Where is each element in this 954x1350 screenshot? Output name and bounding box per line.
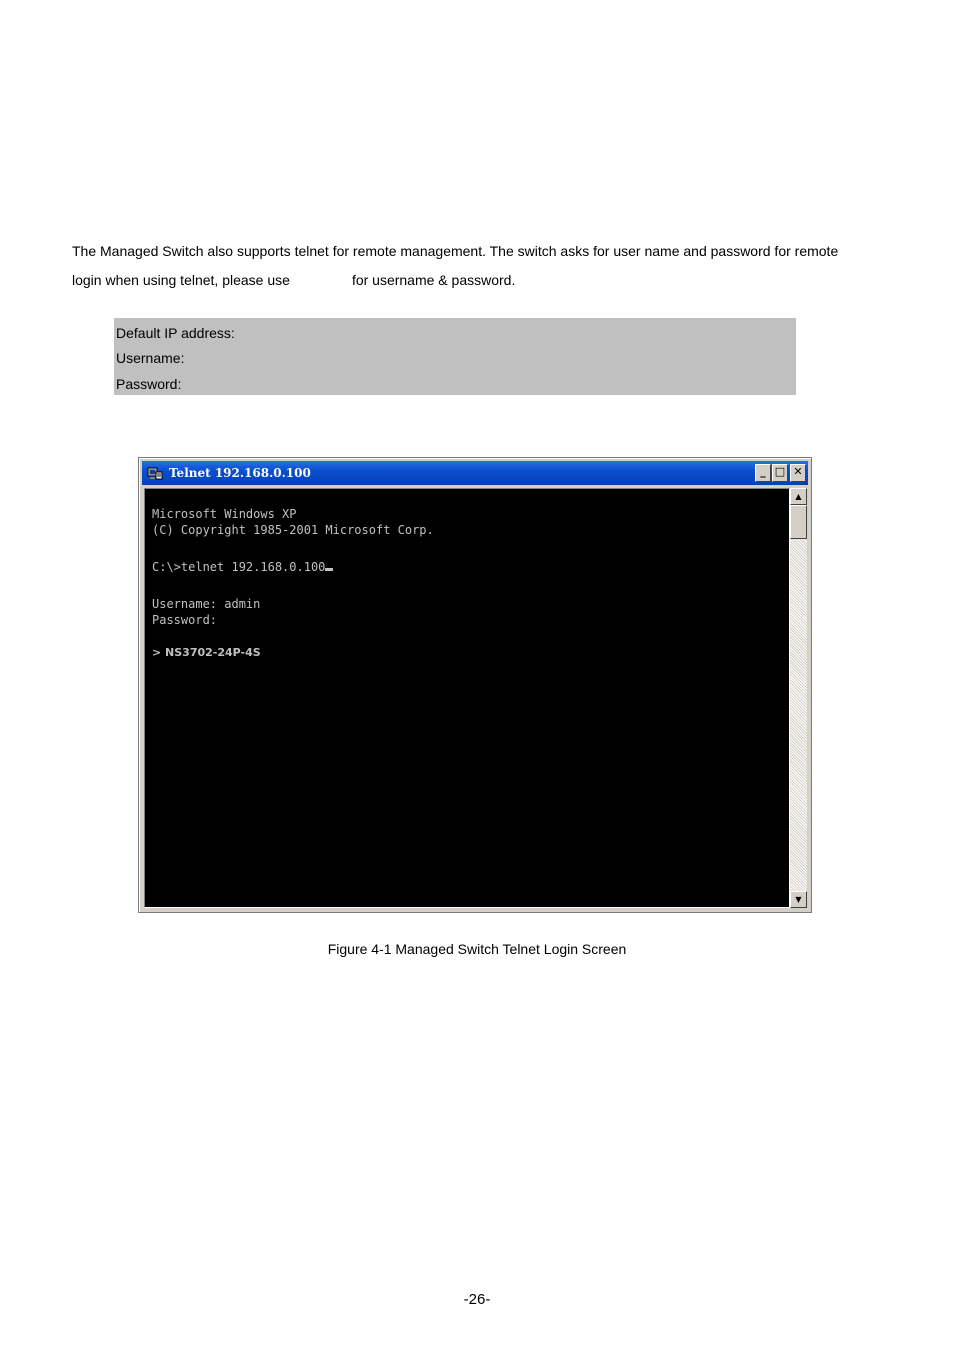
console-line-username: Username: admin	[152, 597, 261, 611]
default-password-label: Password:	[116, 376, 182, 392]
telnet-titlebar[interactable]	[142, 461, 808, 485]
default-username-label: Username:	[116, 350, 185, 366]
close-button[interactable]: ✕	[790, 464, 806, 482]
maximize-button[interactable]: □	[772, 464, 788, 482]
intro-line-1: The Managed Switch also supports telnet for remote management. The switch asks for user name and password for remote	[72, 243, 839, 259]
figure-caption: Figure 4-1 Managed Switch Telnet Login Screen	[327, 941, 627, 957]
console-line-os: Microsoft Windows XP	[152, 507, 297, 521]
intro-line-2-before: login when using telnet, please use	[72, 272, 290, 288]
console-line-command	[152, 559, 333, 575]
vertical-scrollbar[interactable]	[790, 488, 807, 908]
minimize-button[interactable]: _	[755, 464, 771, 482]
console-line-prompt: > NS3702-24P-4S	[152, 646, 261, 659]
console-line-password: Password:	[152, 613, 218, 627]
console-command-text: C:\>telnet 192.168.0.100	[152, 560, 326, 574]
scroll-up-button[interactable]: ▲	[790, 488, 807, 505]
scroll-down-button[interactable]: ▼	[790, 891, 807, 908]
intro-line-2-after: for username & password.	[351, 272, 516, 288]
text-cursor	[325, 568, 333, 571]
page-number: -26-	[463, 1291, 491, 1308]
scroll-thumb[interactable]	[790, 505, 807, 539]
telnet-console[interactable]	[144, 488, 790, 908]
telnet-window	[138, 457, 812, 913]
telnet-window-title: Telnet 192.168.0.100	[169, 466, 311, 480]
intro-line-2	[72, 266, 892, 295]
console-line-copyright: (C) Copyright 1985-2001 Microsoft Corp.	[152, 523, 434, 537]
telnet-icon	[147, 465, 163, 481]
intro-paragraph	[72, 237, 892, 295]
default-credentials-box	[114, 318, 796, 395]
default-ip-label: Default IP address:	[116, 325, 235, 341]
